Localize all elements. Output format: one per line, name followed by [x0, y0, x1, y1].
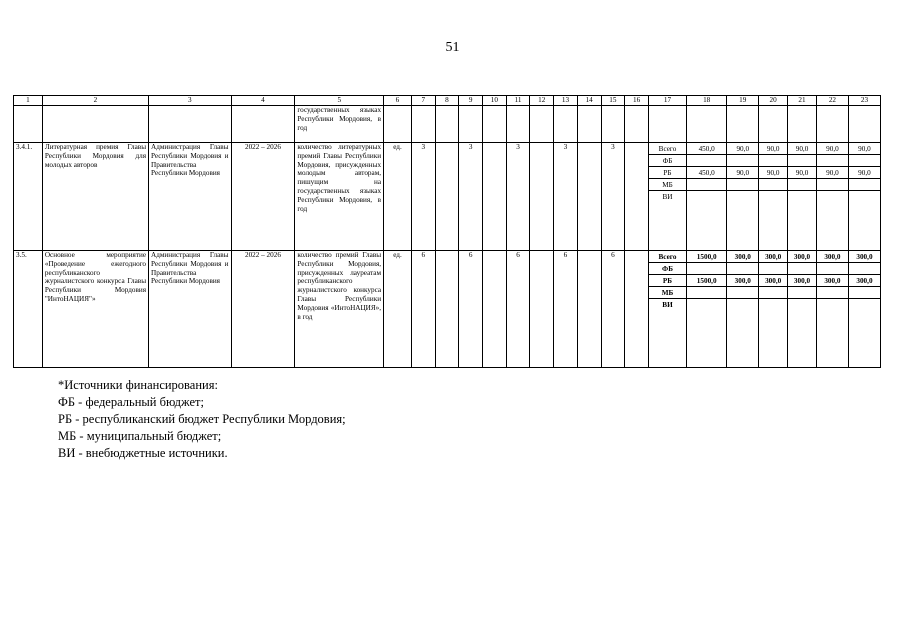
amount-value: 90,0: [817, 143, 848, 155]
value-cell: 6: [411, 251, 435, 368]
unit: ед.: [384, 251, 412, 368]
amount-value: 300,0: [817, 251, 848, 263]
value-cell: 6: [601, 251, 625, 368]
event-name: Основное мероприятие «Проведение ежегодного республиканского журналистского конкурса Главы Республики Мордовия "ИнтоНАЦИЯ"»: [42, 251, 148, 368]
source-label: ВИ: [662, 301, 673, 310]
amount-value: 90,0: [849, 143, 880, 155]
amount-value: 300,0: [788, 275, 816, 287]
amount-value: 300,0: [759, 275, 787, 287]
amount-value: [849, 155, 880, 167]
amount-value: [759, 155, 787, 167]
table-row: [14, 143, 881, 251]
amount-value: 1500,0: [687, 275, 726, 287]
amount-value: [727, 299, 758, 311]
header-cell: 6: [384, 96, 412, 106]
amount-cell: [687, 143, 727, 251]
row-number: 3.4.1.: [14, 143, 43, 251]
source-label: ФБ: [649, 263, 686, 275]
executor: Администрация Главы Республики Мордовия и Правительства Республики Мордовия: [149, 143, 231, 251]
amount-value: 1500,0: [687, 251, 726, 263]
amount-value: [817, 179, 848, 191]
amount-value: [687, 299, 726, 311]
value-cell: [625, 251, 649, 368]
header-cell: 12: [530, 96, 554, 106]
amount-value: [759, 299, 787, 311]
amount-value: [687, 287, 726, 299]
table-row: [14, 251, 881, 368]
header-cell: 3: [149, 96, 231, 106]
amount-cell: [848, 251, 880, 368]
source-cell: [648, 143, 686, 251]
amount-value: 300,0: [849, 251, 880, 263]
value-cell: 6: [554, 251, 578, 368]
row-number: 3.5.: [14, 251, 43, 368]
amount-value: [788, 299, 816, 311]
amount-value: [687, 179, 726, 191]
header-cell: 17: [648, 96, 686, 106]
amount-cell: [727, 251, 759, 368]
amount-value: [849, 179, 880, 191]
header-cell: 15: [601, 96, 625, 106]
period: 2022 – 2026: [231, 251, 295, 368]
table-row-continuation: [14, 106, 881, 143]
amount-value: 450,0: [687, 143, 726, 155]
footnote-line: ВИ - внебюджетные источники.: [58, 446, 228, 460]
value-cell: [625, 143, 649, 251]
amount-value: [727, 263, 758, 275]
amount-value: [817, 263, 848, 275]
header-cell: 8: [435, 96, 459, 106]
header-cell: 13: [554, 96, 578, 106]
amount-value: 300,0: [727, 251, 758, 263]
amount-value: [788, 191, 816, 203]
amount-value: [849, 299, 880, 311]
source-label: Всего: [649, 251, 686, 263]
amount-value: [759, 179, 787, 191]
amount-value: [788, 155, 816, 167]
header-cell: 1: [14, 96, 43, 106]
value-cell: [577, 143, 601, 251]
amount-value: 90,0: [759, 143, 787, 155]
amount-value: [817, 299, 848, 311]
header-cell: 23: [848, 96, 880, 106]
value-cell: 3: [554, 143, 578, 251]
amount-value: 450,0: [687, 167, 726, 179]
page-number: 51: [445, 40, 460, 55]
source-label: МБ: [649, 179, 686, 191]
header-cell: 5: [295, 96, 384, 106]
amount-cell: [816, 143, 848, 251]
value-cell: [435, 143, 459, 251]
amount-value: 90,0: [849, 167, 880, 179]
amount-cell: [759, 251, 788, 368]
source-label: Всего: [649, 143, 686, 155]
source-label: РБ: [649, 275, 686, 287]
value-cell: [483, 251, 507, 368]
amount-value: 90,0: [759, 167, 787, 179]
amount-value: [727, 179, 758, 191]
footnote-line: ФБ - федеральный бюджет;: [58, 395, 204, 409]
period: 2022 – 2026: [231, 143, 295, 251]
amount-value: [817, 155, 848, 167]
amount-value: [727, 287, 758, 299]
amount-cell: [687, 251, 727, 368]
amount-value: 300,0: [788, 251, 816, 263]
header-cell: 4: [231, 96, 295, 106]
amount-value: 300,0: [727, 275, 758, 287]
amount-value: 90,0: [788, 167, 816, 179]
amount-value: 90,0: [817, 167, 848, 179]
indicator-cell: количество литературных премий Главы Республики Мордовия, присужденных молодым авторам, пишущим на государственных языках Республики Мордовия, в год: [295, 143, 384, 251]
amount-value: [759, 287, 787, 299]
header-cell: 2: [42, 96, 148, 106]
amount-value: [759, 191, 787, 203]
amount-value: [759, 263, 787, 275]
footnote-line: РБ - республиканский бюджет Республики Мордовия;: [58, 412, 346, 426]
amount-value: 300,0: [817, 275, 848, 287]
executor: Администрация Главы Республики Мордовия и Правительства Республики Мордовия: [149, 251, 231, 368]
header-cell: 20: [759, 96, 788, 106]
value-cell: 3: [601, 143, 625, 251]
amount-cell: [788, 251, 817, 368]
header-cell: 11: [506, 96, 530, 106]
amount-value: 300,0: [849, 275, 880, 287]
amount-value: [849, 191, 880, 203]
indicator-cell: государственных языках Республики Мордовия, в год: [295, 106, 384, 143]
value-cell: 3: [411, 143, 435, 251]
value-cell: [483, 143, 507, 251]
amount-value: 90,0: [727, 167, 758, 179]
footnote-title: *Источники финансирования:: [58, 378, 218, 392]
amount-value: [788, 179, 816, 191]
header-cell: 14: [577, 96, 601, 106]
amount-value: [727, 155, 758, 167]
header-cell: 21: [788, 96, 817, 106]
value-cell: 6: [506, 251, 530, 368]
header-row: [14, 96, 881, 106]
amount-value: [817, 287, 848, 299]
amount-value: [687, 155, 726, 167]
header-cell: 22: [816, 96, 848, 106]
amount-value: [687, 191, 726, 203]
amount-value: [788, 263, 816, 275]
amount-cell: [759, 143, 788, 251]
amount-value: 90,0: [727, 143, 758, 155]
header-cell: 19: [727, 96, 759, 106]
footnote-line: МБ - муниципальный бюджет;: [58, 429, 222, 443]
funding-sources-footnote: [58, 377, 346, 462]
value-cell: [577, 251, 601, 368]
amount-cell: [788, 143, 817, 251]
header-cell: 10: [483, 96, 507, 106]
amount-cell: [816, 251, 848, 368]
value-cell: [435, 251, 459, 368]
header-cell: 7: [411, 96, 435, 106]
value-cell: 6: [459, 251, 483, 368]
source-cell: [648, 251, 686, 368]
value-cell: [530, 251, 554, 368]
source-label: ВИ: [662, 193, 673, 202]
header-cell: 16: [625, 96, 649, 106]
amount-value: [849, 263, 880, 275]
amount-cell: [727, 143, 759, 251]
amount-value: 300,0: [759, 251, 787, 263]
amount-value: [788, 287, 816, 299]
header-cell: 18: [687, 96, 727, 106]
event-name: Литературная премия Главы Республики Мордовия для молодых авторов: [42, 143, 148, 251]
amount-value: [817, 191, 848, 203]
value-cell: 3: [506, 143, 530, 251]
source-label: РБ: [649, 167, 686, 179]
amount-cell: [848, 143, 880, 251]
amount-value: [727, 191, 758, 203]
source-label: МБ: [649, 287, 686, 299]
header-cell: 9: [459, 96, 483, 106]
amount-value: [849, 287, 880, 299]
indicator-cell: количество премий Главы Республики Мордовия, присужденных лауреатам республиканского журналистского конкурса Главы Республики Мордовия «ИнтоНАЦИЯ», в год: [295, 251, 384, 368]
amount-value: 90,0: [788, 143, 816, 155]
unit: ед.: [384, 143, 412, 251]
value-cell: 3: [459, 143, 483, 251]
program-table: [13, 95, 881, 368]
source-label: ФБ: [649, 155, 686, 167]
amount-value: [687, 263, 726, 275]
value-cell: [530, 143, 554, 251]
